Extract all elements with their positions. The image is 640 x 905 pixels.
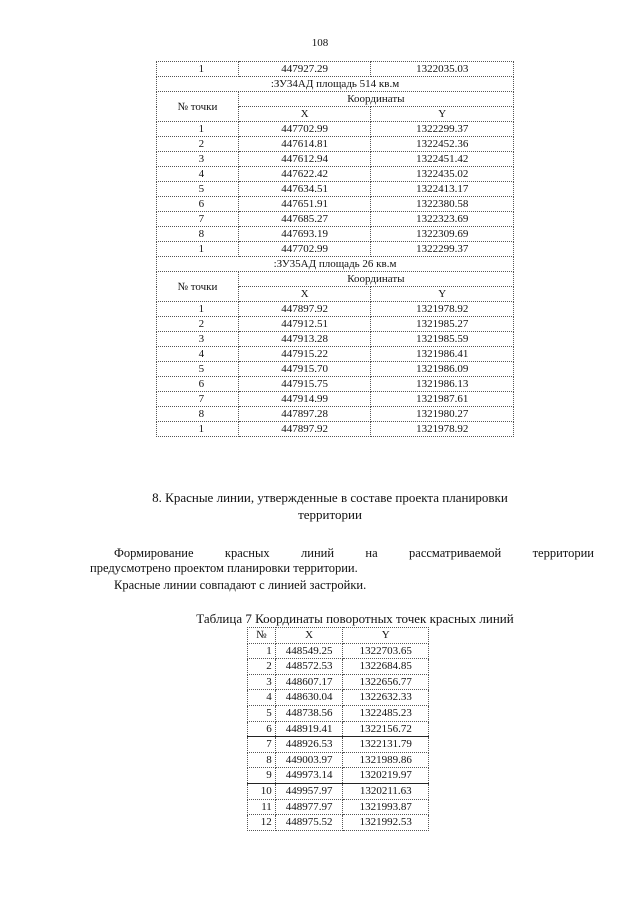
y-cell: 1321978.92: [371, 422, 514, 437]
table-row: [248, 737, 429, 753]
x-cell: 447915.22: [238, 347, 371, 362]
x-cell: 448607.17: [275, 674, 343, 690]
table-row: [248, 799, 429, 815]
table-row: [157, 347, 514, 362]
num-cell: 7: [248, 737, 276, 753]
point-cell: 1: [157, 242, 239, 257]
table-row: [157, 227, 514, 242]
point-cell: 2: [157, 317, 239, 332]
x-cell: 447897.92: [238, 302, 371, 317]
section-heading-line1: 8. Красные линии, утвержденные в составе проекта планировки: [152, 490, 508, 505]
x-cell: 447897.92: [238, 422, 371, 437]
x-cell: 448630.04: [275, 690, 343, 706]
table-row: [157, 362, 514, 377]
paragraph-word: на: [365, 546, 378, 560]
y-cell: 1321986.13: [371, 377, 514, 392]
red-lines-table: [247, 627, 429, 831]
point-header: № точки: [157, 92, 239, 122]
num-header: №: [248, 628, 276, 644]
x-cell: 447614.81: [238, 137, 371, 152]
y-cell: 1322131.79: [343, 737, 429, 753]
y-cell: 1321986.41: [371, 347, 514, 362]
header-row: [248, 628, 429, 644]
y-cell: 1322035.03: [371, 62, 514, 77]
coordinates-table: [156, 61, 514, 437]
y-cell: 1321987.61: [371, 392, 514, 407]
y-cell: 1322309.69: [371, 227, 514, 242]
table-row: [157, 332, 514, 347]
point-cell: 5: [157, 362, 239, 377]
num-cell: 1: [248, 643, 276, 659]
point-cell: 1: [157, 422, 239, 437]
table-row: [157, 242, 514, 257]
num-cell: 4: [248, 690, 276, 706]
y-cell: 1320211.63: [343, 783, 429, 799]
y-cell: 1322413.17: [371, 182, 514, 197]
num-cell: 9: [248, 768, 276, 784]
point-cell: 7: [157, 212, 239, 227]
table-row: [248, 690, 429, 706]
x-cell: 447913.28: [238, 332, 371, 347]
point-cell: 3: [157, 332, 239, 347]
x-cell: 447702.99: [238, 122, 371, 137]
point-cell: 2: [157, 137, 239, 152]
y-cell: 1322632.33: [343, 690, 429, 706]
num-cell: 12: [248, 815, 276, 831]
x-cell: 447915.75: [238, 377, 371, 392]
paragraph-2: Красные линии совпадают с линией застройки.: [114, 578, 367, 592]
x-header: X: [238, 107, 371, 122]
table-row: [248, 643, 429, 659]
y-cell: 1321992.53: [343, 815, 429, 831]
paragraph-word: линий: [301, 546, 335, 560]
paragraph-1: [114, 546, 594, 561]
y-cell: 1321978.92: [371, 302, 514, 317]
table-row: [157, 422, 514, 437]
x-cell: 449957.97: [275, 783, 343, 799]
y-cell: 1322299.37: [371, 122, 514, 137]
x-cell: 447622.42: [238, 167, 371, 182]
table-row: [248, 768, 429, 784]
x-cell: 448926.53: [275, 737, 343, 753]
paragraph-1-line2: предусмотрено проектом планировки территории.: [90, 561, 358, 575]
y-header: Y: [371, 107, 514, 122]
y-cell: 1322451.42: [371, 152, 514, 167]
x-cell: 448975.52: [275, 815, 343, 831]
section-heading: [130, 489, 530, 523]
y-header: Y: [343, 628, 429, 644]
table-row: [157, 137, 514, 152]
table-row: [157, 62, 514, 77]
coords-header: Координаты: [238, 92, 513, 107]
x-cell: 447914.99: [238, 392, 371, 407]
x-cell: 448919.41: [275, 721, 343, 737]
num-cell: 5: [248, 705, 276, 721]
x-cell: 447693.19: [238, 227, 371, 242]
table-row: [248, 659, 429, 675]
paragraph-word: Формирование: [114, 546, 194, 560]
paragraph-word: рассматриваемой: [409, 546, 502, 560]
num-cell: 8: [248, 752, 276, 768]
table-row: [157, 167, 514, 182]
point-cell: 6: [157, 197, 239, 212]
table-row: [248, 815, 429, 831]
y-cell: 1321985.27: [371, 317, 514, 332]
x-cell: 449973.14: [275, 768, 343, 784]
x-header: X: [275, 628, 343, 644]
point-cell: 5: [157, 182, 239, 197]
x-cell: 449003.97: [275, 752, 343, 768]
table-row: [248, 752, 429, 768]
x-cell: 447702.99: [238, 242, 371, 257]
x-cell: 447612.94: [238, 152, 371, 167]
y-cell: 1322435.02: [371, 167, 514, 182]
table-row: [157, 197, 514, 212]
table-row: [248, 783, 429, 799]
point-cell: 1: [157, 62, 239, 77]
point-cell: 4: [157, 347, 239, 362]
x-cell: 447651.91: [238, 197, 371, 212]
table-row: [248, 721, 429, 737]
section-title: :ЗУ34АД площадь 514 кв.м: [157, 77, 514, 92]
y-cell: 1322684.85: [343, 659, 429, 675]
point-cell: 4: [157, 167, 239, 182]
x-cell: 448549.25: [275, 643, 343, 659]
y-cell: 1322323.69: [371, 212, 514, 227]
page-number: 108: [311, 37, 329, 49]
y-cell: 1320219.97: [343, 768, 429, 784]
point-cell: 1: [157, 122, 239, 137]
table-row: [157, 302, 514, 317]
coords-header: Координаты: [238, 272, 513, 287]
y-cell: 1321986.09: [371, 362, 514, 377]
y-cell: 1321989.86: [343, 752, 429, 768]
section-title-row: [157, 77, 514, 92]
paragraph-word: красных: [224, 546, 270, 560]
section-heading-line2: территории: [298, 507, 362, 522]
header-row: [157, 92, 514, 107]
x-cell: 447634.51: [238, 182, 371, 197]
x-cell: 448977.97: [275, 799, 343, 815]
y-cell: 1322703.65: [343, 643, 429, 659]
x-cell: 447685.27: [238, 212, 371, 227]
num-cell: 10: [248, 783, 276, 799]
num-cell: 6: [248, 721, 276, 737]
table-row: [157, 317, 514, 332]
table-row: [157, 152, 514, 167]
section-title-row: [157, 257, 514, 272]
y-cell: 1321985.59: [371, 332, 514, 347]
x-cell: 448572.53: [275, 659, 343, 675]
x-cell: 448738.56: [275, 705, 343, 721]
x-cell: 447897.28: [238, 407, 371, 422]
x-cell: 447927.29: [238, 62, 371, 77]
point-cell: 7: [157, 392, 239, 407]
y-cell: 1322156.72: [343, 721, 429, 737]
point-cell: 3: [157, 152, 239, 167]
table-row: [157, 212, 514, 227]
y-cell: 1321980.27: [371, 407, 514, 422]
num-cell: 11: [248, 799, 276, 815]
x-header: X: [238, 287, 371, 302]
y-cell: 1322380.58: [371, 197, 514, 212]
y-cell: 1322299.37: [371, 242, 514, 257]
y-cell: 1322452.36: [371, 137, 514, 152]
table-caption: Таблица 7 Координаты поворотных точек красных линий: [196, 611, 514, 626]
y-cell: 1322656.77: [343, 674, 429, 690]
table-row: [157, 392, 514, 407]
num-cell: 3: [248, 674, 276, 690]
table-row: [157, 122, 514, 137]
y-cell: 1321993.87: [343, 799, 429, 815]
header-row: [157, 272, 514, 287]
point-header: № точки: [157, 272, 239, 302]
y-header: Y: [371, 287, 514, 302]
x-cell: 447912.51: [238, 317, 371, 332]
table-row: [248, 674, 429, 690]
point-cell: 1: [157, 302, 239, 317]
table-row: [157, 182, 514, 197]
num-cell: 2: [248, 659, 276, 675]
point-cell: 8: [157, 227, 239, 242]
table-row: [157, 377, 514, 392]
table-row: [157, 407, 514, 422]
y-cell: 1322485.23: [343, 705, 429, 721]
paragraph-word: территории: [532, 546, 594, 560]
x-cell: 447915.70: [238, 362, 371, 377]
section-title: :ЗУ35АД площадь 26 кв.м: [157, 257, 514, 272]
table-row: [248, 705, 429, 721]
point-cell: 6: [157, 377, 239, 392]
point-cell: 8: [157, 407, 239, 422]
